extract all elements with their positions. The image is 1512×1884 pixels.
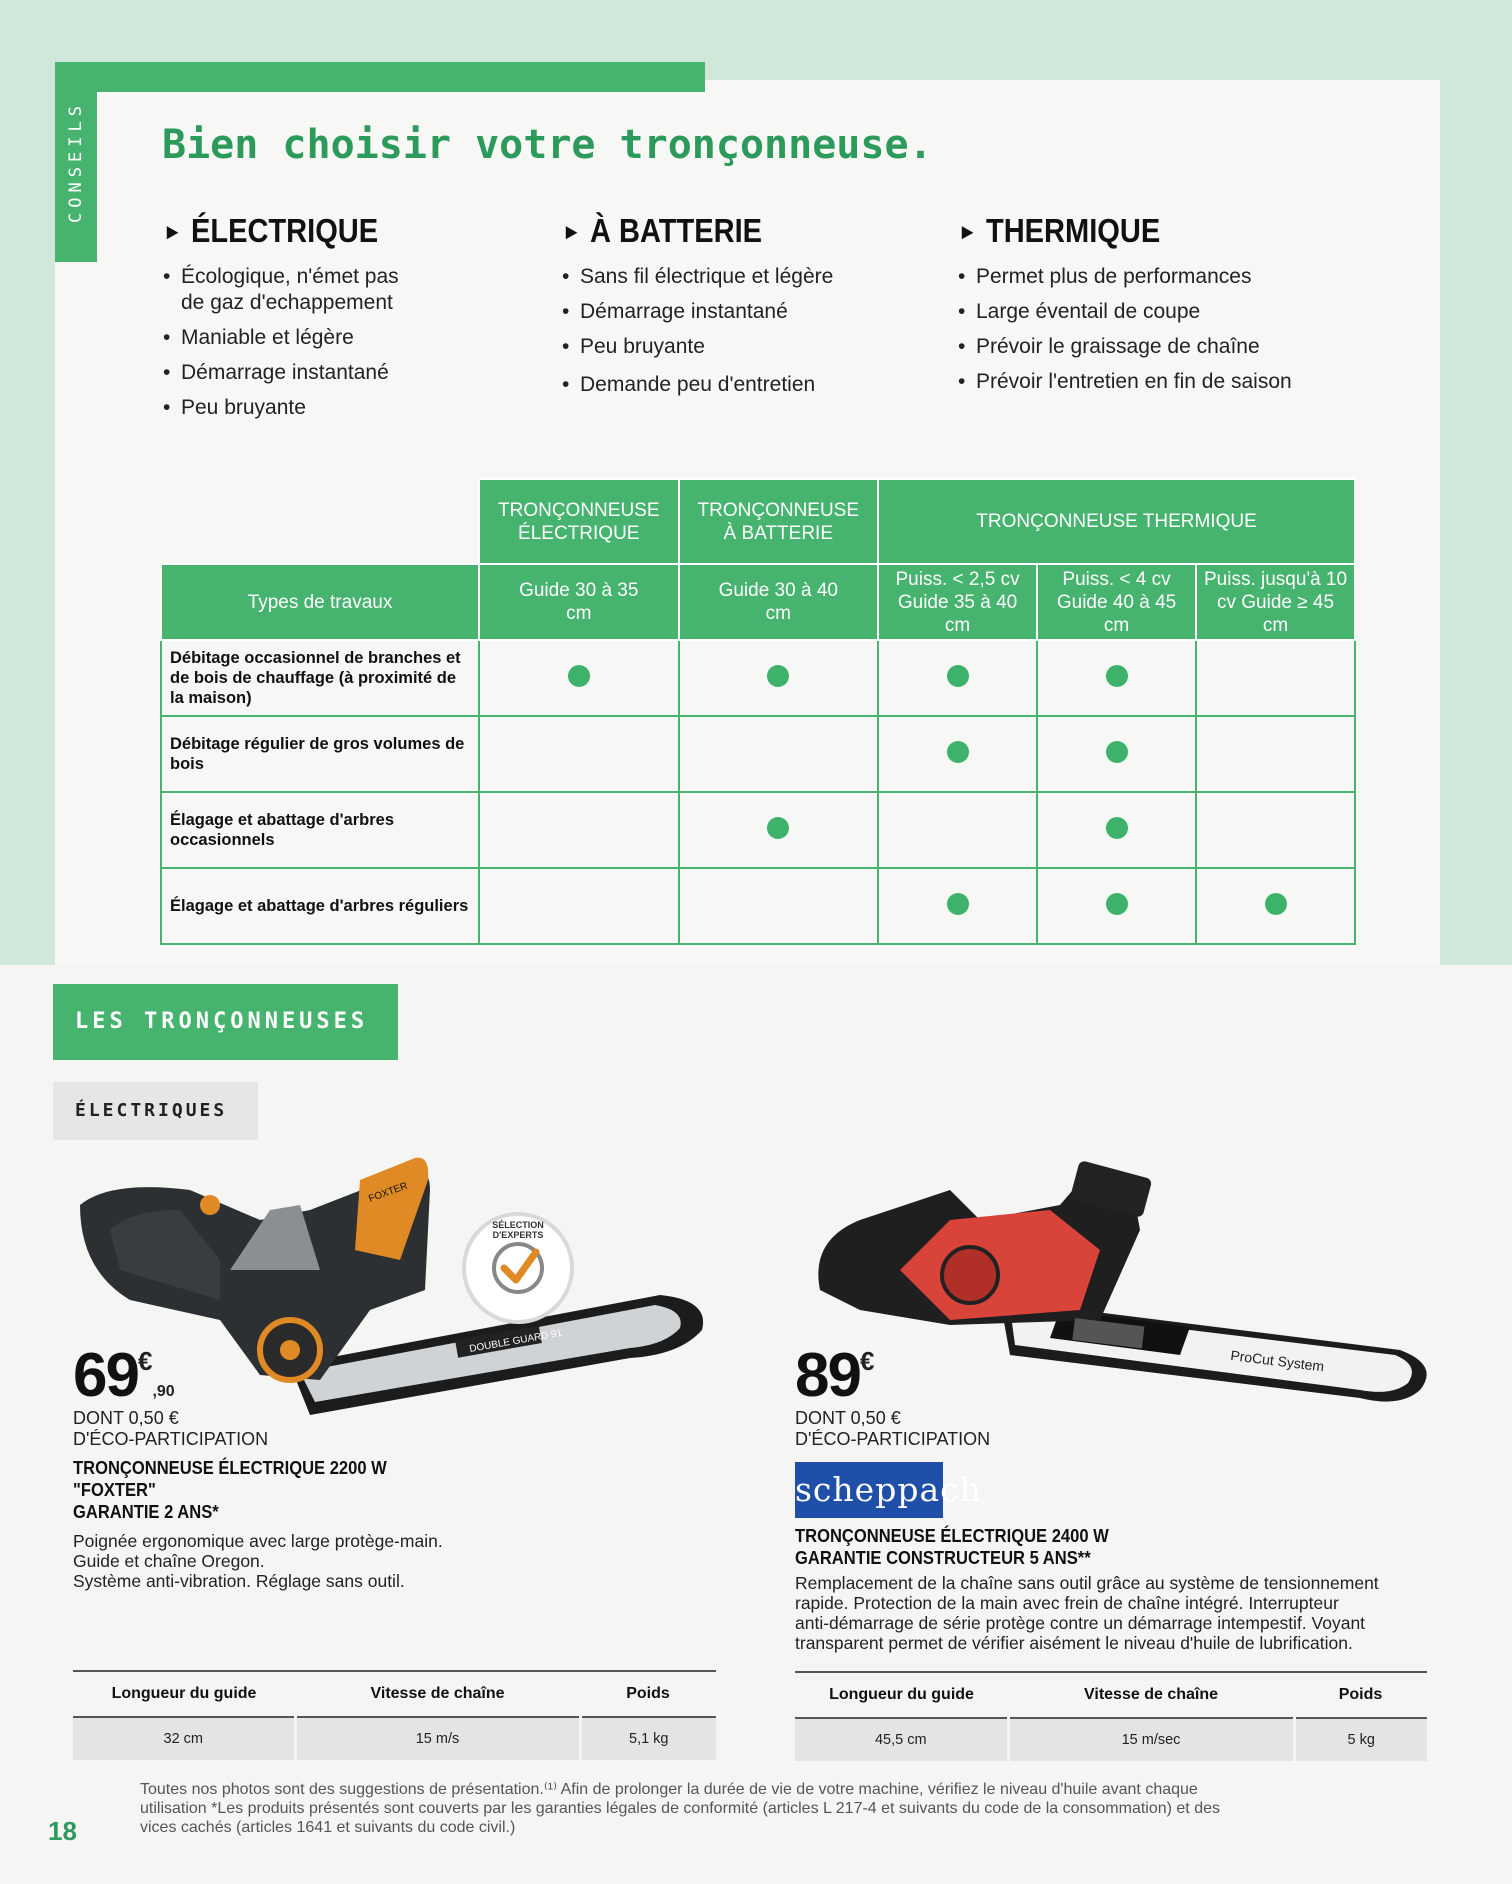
table-cell bbox=[1196, 792, 1355, 868]
row-label: Élagage et abattage d'arbres occasionnels bbox=[161, 792, 479, 868]
table-cell bbox=[479, 868, 679, 944]
column-batterie bbox=[562, 212, 833, 407]
header-thermique: TRONÇONNEUSE THERMIQUE bbox=[878, 479, 1355, 564]
table-cell bbox=[1196, 868, 1355, 944]
spec-header: Longueur du guide bbox=[795, 1672, 1008, 1718]
table-cell bbox=[1037, 716, 1196, 792]
price-cents: ,90 bbox=[152, 1383, 175, 1400]
spec-value: 5 kg bbox=[1294, 1718, 1427, 1761]
conseils-tab-label: CONSEILS bbox=[66, 101, 86, 223]
list-item: • Démarrage instantané bbox=[163, 361, 389, 384]
table-cell bbox=[878, 716, 1037, 792]
subheader: Puiss. jusqu'à 10 cv Guide ≥ 45 cm bbox=[1196, 564, 1355, 640]
column-heading: ► ÉLECTRIQUE bbox=[163, 212, 379, 249]
price-currency: € bbox=[137, 1346, 153, 1376]
specs-table-1 bbox=[73, 1670, 716, 1760]
header-batterie: TRONÇONNEUSE À BATTERIE bbox=[679, 479, 879, 564]
section-banner: LES TRONÇONNEUSES bbox=[53, 984, 398, 1060]
suitable-dot-icon bbox=[947, 893, 969, 915]
price-currency: € bbox=[859, 1346, 875, 1376]
scheppach-chainsaw-image bbox=[800, 1150, 1440, 1410]
table-cell bbox=[1037, 868, 1196, 944]
table-cell bbox=[479, 716, 679, 792]
product-desc-2: Remplacement de la chaîne sans outil grâce au système de tensionnement rapide. Protection de la main avec frein de chaîne intégré. Interrupteur anti-démarrage de série protège contre un démarrage intempestif. Voyant transparent permet de vérifier aisément le niveau d'huile de lubrification. bbox=[795, 1573, 1379, 1653]
table-corner bbox=[161, 479, 479, 564]
table-cell bbox=[1196, 716, 1355, 792]
page-number: 18 bbox=[48, 1816, 77, 1846]
header-electrique: TRONÇONNEUSE ÉLECTRIQUE bbox=[479, 479, 679, 564]
bar-label-text: DOUBLE GUARD 91 bbox=[468, 1327, 564, 1355]
spec-header: Longueur du guide bbox=[73, 1671, 295, 1717]
list-item: • Écologique, n'émet pas de gaz d'echappement bbox=[163, 265, 399, 314]
suitable-dot-icon bbox=[947, 665, 969, 687]
table-cell bbox=[878, 640, 1037, 716]
suitable-dot-icon bbox=[767, 665, 789, 687]
spec-value: 15 m/s bbox=[295, 1717, 580, 1760]
list-item: • Peu bruyante bbox=[562, 335, 705, 358]
list-item: • Permet plus de performances bbox=[958, 265, 1252, 288]
top-accent-bar bbox=[55, 62, 705, 92]
specs-table-2 bbox=[795, 1671, 1427, 1761]
spec-header: Vitesse de chaîne bbox=[1008, 1672, 1294, 1718]
suitable-dot-icon bbox=[1106, 741, 1128, 763]
triangle-icon: ► bbox=[562, 219, 582, 244]
brand-on-product: FOXTER bbox=[367, 1180, 410, 1205]
list-item: • Demande peu d'entretien bbox=[562, 373, 816, 396]
expert-selection-badge bbox=[462, 1212, 574, 1324]
suitable-dot-icon bbox=[947, 741, 969, 763]
column-heading: ► À BATTERIE bbox=[562, 212, 763, 249]
spec-value: 5,1 kg bbox=[580, 1717, 716, 1760]
triangle-icon: ► bbox=[163, 219, 183, 244]
column-electrique bbox=[163, 212, 407, 430]
suitable-dot-icon bbox=[1106, 817, 1128, 839]
subheader: Puiss. < 2,5 cv Guide 35 à 40 cm bbox=[878, 564, 1037, 640]
badge-text: SÉLECTION D'EXPERTS bbox=[492, 1220, 544, 1240]
tension-knob-center bbox=[280, 1340, 300, 1360]
scheppach-logo: scheppach bbox=[795, 1462, 943, 1518]
table-cell bbox=[878, 792, 1037, 868]
table-cell bbox=[679, 716, 879, 792]
price-2 bbox=[795, 1340, 874, 1411]
subheader: Puiss. < 4 cv Guide 40 à 45 cm bbox=[1037, 564, 1196, 640]
price-integer: 69 bbox=[73, 1341, 138, 1410]
footer-notes: Toutes nos photos sont des suggestions de présentation.⁽¹⁾ Afin de prolonger la durée de vie de votre machine, vérifiez le niveau d'huile avant chaque utilisation *Les produits présentés sont couverts par les garanties légales de conformité (articles L 217-4 et suivants du code de la consommation) et des vices cachés (articles 1641 et suivants du code civil.) bbox=[140, 1781, 1220, 1836]
page-title: Bien choisir votre tronçonneuse. bbox=[162, 122, 933, 168]
row-label: Débitage régulier de gros volumes de bois bbox=[161, 716, 479, 792]
tension-knob bbox=[942, 1247, 998, 1303]
suitable-dot-icon bbox=[1106, 893, 1128, 915]
spec-header: Poids bbox=[1294, 1672, 1427, 1718]
row-label: Débitage occasionnel de branches et de bois de chauffage (à proximité de la maison) bbox=[161, 640, 479, 716]
table-cell bbox=[1196, 640, 1355, 716]
column-thermique bbox=[958, 212, 1292, 404]
eco-participation-2: DONT 0,50 € D'ÉCO-PARTICIPATION bbox=[795, 1408, 991, 1449]
orange-button bbox=[200, 1195, 220, 1215]
subheader: Guide 30 à 40 cm bbox=[679, 564, 879, 640]
comparison-table bbox=[160, 478, 1356, 945]
types-header: Types de travaux bbox=[161, 564, 479, 640]
spec-header: Poids bbox=[580, 1671, 716, 1717]
table-cell bbox=[679, 868, 879, 944]
table-row bbox=[161, 640, 1355, 716]
column-heading: ► THERMIQUE bbox=[958, 212, 1161, 249]
table-cell bbox=[479, 792, 679, 868]
list-item: • Prévoir l'entretien en fin de saison bbox=[958, 370, 1292, 393]
list-item: • Peu bruyante bbox=[163, 396, 306, 419]
product-title-2: TRONÇONNEUSE ÉLECTRIQUE 2400 W GARANTIE CONSTRUCTEUR 5 ANS** bbox=[795, 1526, 1109, 1568]
triangle-icon: ► bbox=[958, 219, 978, 244]
spec-value: 32 cm bbox=[73, 1717, 295, 1760]
eco-participation-1: DONT 0,50 € D'ÉCO-PARTICIPATION bbox=[73, 1408, 269, 1449]
list-item: • Démarrage instantané bbox=[562, 300, 788, 323]
table-row bbox=[161, 716, 1355, 792]
row-label: Élagage et abattage d'arbres réguliers bbox=[161, 868, 479, 944]
table-cell bbox=[679, 792, 879, 868]
table-row bbox=[161, 868, 1355, 944]
price-integer: 89 bbox=[795, 1341, 860, 1410]
table-cell bbox=[878, 868, 1037, 944]
table-cell bbox=[1037, 792, 1196, 868]
bar-label-text: ProCut System bbox=[1229, 1347, 1326, 1375]
list-item: • Sans fil électrique et légère bbox=[562, 265, 834, 288]
suitable-dot-icon bbox=[1265, 893, 1287, 915]
spec-value: 15 m/sec bbox=[1008, 1718, 1294, 1761]
spec-header: Vitesse de chaîne bbox=[295, 1671, 580, 1717]
subheader: Guide 30 à 35 cm bbox=[479, 564, 679, 640]
product-desc-1: Poignée ergonomique avec large protège-main. Guide et chaîne Oregon. Système anti-vibration. Réglage sans outil. bbox=[73, 1531, 443, 1591]
spec-value: 45,5 cm bbox=[795, 1718, 1008, 1761]
suitable-dot-icon bbox=[767, 817, 789, 839]
table-row bbox=[161, 792, 1355, 868]
product-title-1: TRONÇONNEUSE ÉLECTRIQUE 2200 W "FOXTER" GARANTIE 2 ANS* bbox=[73, 1458, 387, 1522]
table-cell bbox=[1037, 640, 1196, 716]
conseils-tab bbox=[55, 62, 97, 262]
suitable-dot-icon bbox=[568, 665, 590, 687]
subsection-label: ÉLECTRIQUES bbox=[53, 1082, 258, 1140]
list-item: • Prévoir le graissage de chaîne bbox=[958, 335, 1260, 358]
suitable-dot-icon bbox=[1106, 665, 1128, 687]
list-item: • Maniable et légère bbox=[163, 326, 354, 349]
table-cell bbox=[479, 640, 679, 716]
price-1 bbox=[73, 1340, 175, 1411]
table-cell bbox=[679, 640, 879, 716]
list-item: • Large éventail de coupe bbox=[958, 300, 1201, 323]
